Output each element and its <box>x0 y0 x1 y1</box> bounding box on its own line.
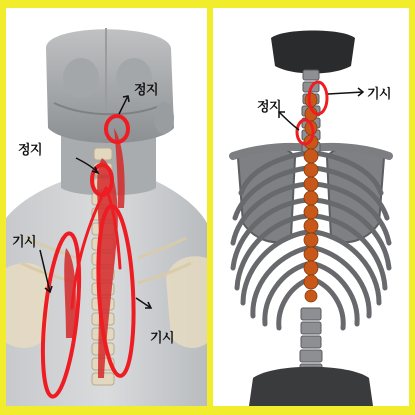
right-anatomy-panel <box>213 8 409 406</box>
label-origin: 정지 <box>257 100 282 115</box>
left-anatomy-panel <box>6 8 207 406</box>
label-insertion-left: 기시 <box>12 235 37 250</box>
pelvis <box>249 367 373 406</box>
label-insertion: 기시 <box>367 87 392 102</box>
neck-muscle-illustration <box>6 8 207 406</box>
skull-base <box>271 31 355 74</box>
label-insertion-right: 기시 <box>150 331 175 346</box>
label-origin-top: 정지 <box>134 83 159 98</box>
label-origin-mid: 정지 <box>18 143 43 158</box>
spine-skeleton-illustration <box>213 8 409 406</box>
